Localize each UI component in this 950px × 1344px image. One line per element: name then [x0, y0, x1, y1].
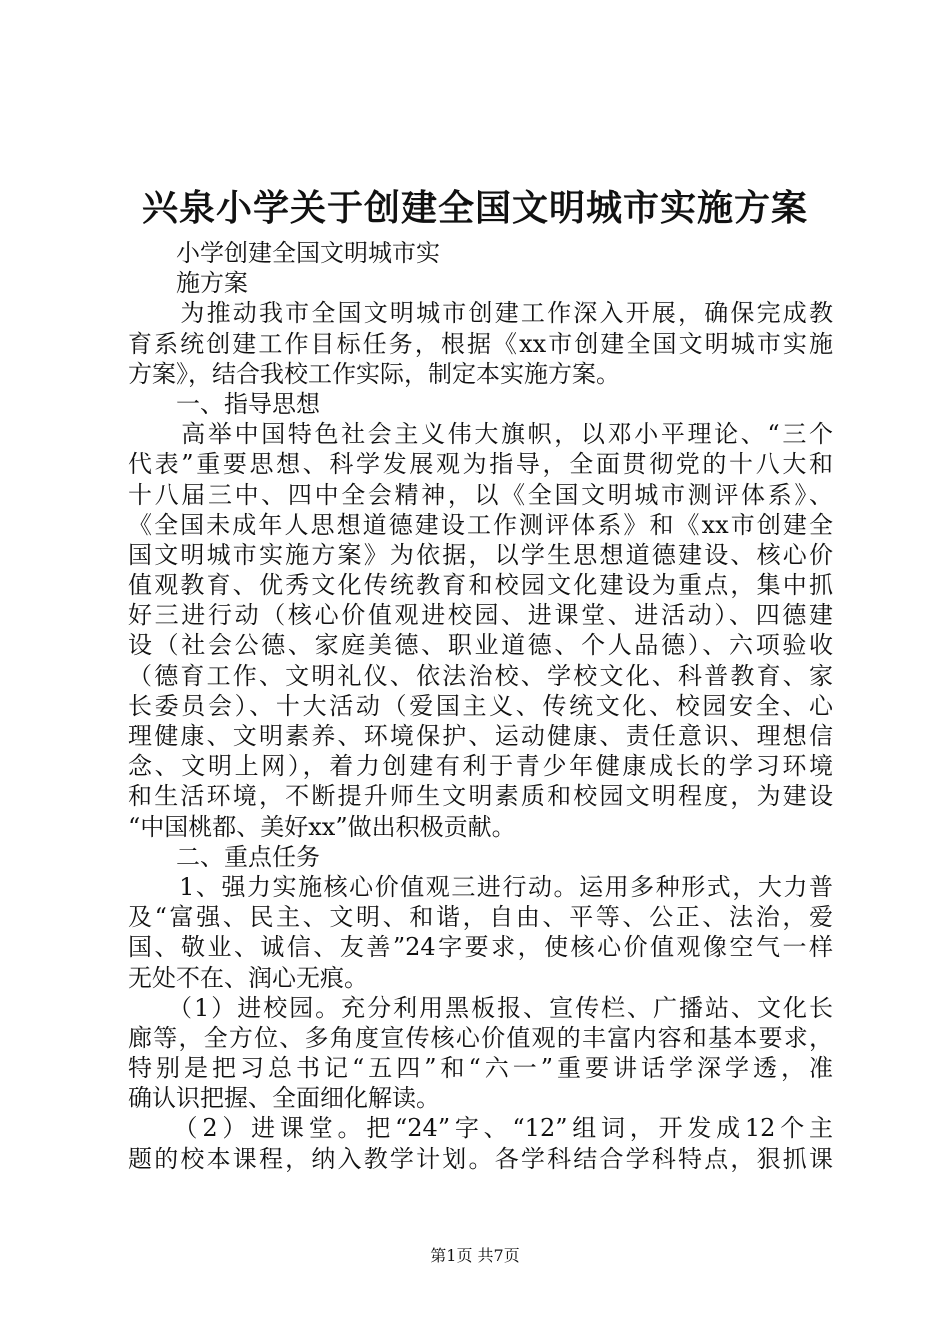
body-line: 廊等，全方位、多角度宣传核心价值观的丰富内容和基本要求，	[128, 1023, 833, 1052]
body-line: 国、敬业、诚信、友善”24字要求，使核心价值观像空气一样	[128, 933, 833, 962]
body-line: 施方案	[128, 269, 248, 298]
body-line: 1、强力实施核心价值观三进行动。运用多种形式，大力普	[128, 872, 833, 901]
body-line: 值观教育、优秀文化传统教育和校园文化建设为重点，集中抓	[128, 571, 833, 600]
body-line: 十八届三中、四中全会精神，以《全国文明城市测评体系》、	[128, 480, 833, 509]
body-line: 二、重点任务	[128, 842, 320, 871]
body-line: 确认识把握、全面细化解读。	[128, 1084, 440, 1113]
body-line: 方案》，结合我校工作实际，制定本实施方案。	[128, 359, 620, 388]
body-line: 无处不在、润心无痕。	[128, 963, 368, 992]
body-line: 好三进行动（核心价值观进校园、进课堂、进活动）、四德建	[128, 601, 833, 630]
body-line: （2）进课堂。把“24”字、“12”组词，开发成12个主	[128, 1114, 833, 1143]
body-line: 育系统创建工作目标任务，根据《xx市创建全国文明城市实施	[128, 329, 833, 358]
body-line: （德育工作、文明礼仪、依法治校、学校文化、科普教育、家	[128, 661, 833, 690]
page-footer: 第1页 共7页	[430, 1246, 520, 1265]
body-line: 及“富强、民主、文明、和谐，自由、平等、公正、法治，爱	[128, 903, 833, 932]
body-line: （1）进校园。充分利用黑板报、宣传栏、广播站、文化长	[128, 993, 833, 1022]
body-line: 念、文明上网），着力创建有利于青少年健康成长的学习环境	[128, 752, 833, 781]
body-line: 一、指导思想	[128, 389, 320, 418]
document-title: 兴泉小学关于创建全国文明城市实施方案	[141, 187, 808, 229]
body-line: 题的校本课程，纳入教学计划。各学科结合学科特点，狠抓课	[128, 1144, 833, 1173]
body-line: 国文明城市实施方案》为依据，以学生思想道德建设、核心价	[128, 540, 833, 569]
body-line: 长委员会）、十大活动（爱国主义、传统文化、校园安全、心	[128, 691, 833, 720]
body-line: “中国桃都、美好xx”做出积极贡献。	[128, 812, 516, 841]
document-body	[128, 238, 833, 1174]
body-line: 小学创建全国文明城市实	[128, 239, 440, 267]
body-line: 特别是把习总书记“五四”和“六一”重要讲话学深学透，准	[128, 1054, 833, 1083]
body-line: 设（社会公德、家庭美德、职业道德、个人品德）、六项验收	[128, 631, 833, 660]
body-line: 理健康、文明素养、环境保护、运动健康、责任意识、理想信	[128, 722, 833, 750]
body-line: 高举中国特色社会主义伟大旗帜，以邓小平理论、“三个	[128, 420, 833, 449]
body-line: 代表”重要思想、科学发展观为指导，全面贯彻党的十八大和	[128, 450, 833, 479]
body-line: 和生活环境，不断提升师生文明素质和校园文明程度，为建设	[128, 782, 833, 811]
body-line: 《全国未成年人思想道德建设工作测评体系》和《xx市创建全	[128, 510, 833, 539]
body-line: 为推动我市全国文明城市创建工作深入开展，确保完成教	[128, 299, 833, 328]
